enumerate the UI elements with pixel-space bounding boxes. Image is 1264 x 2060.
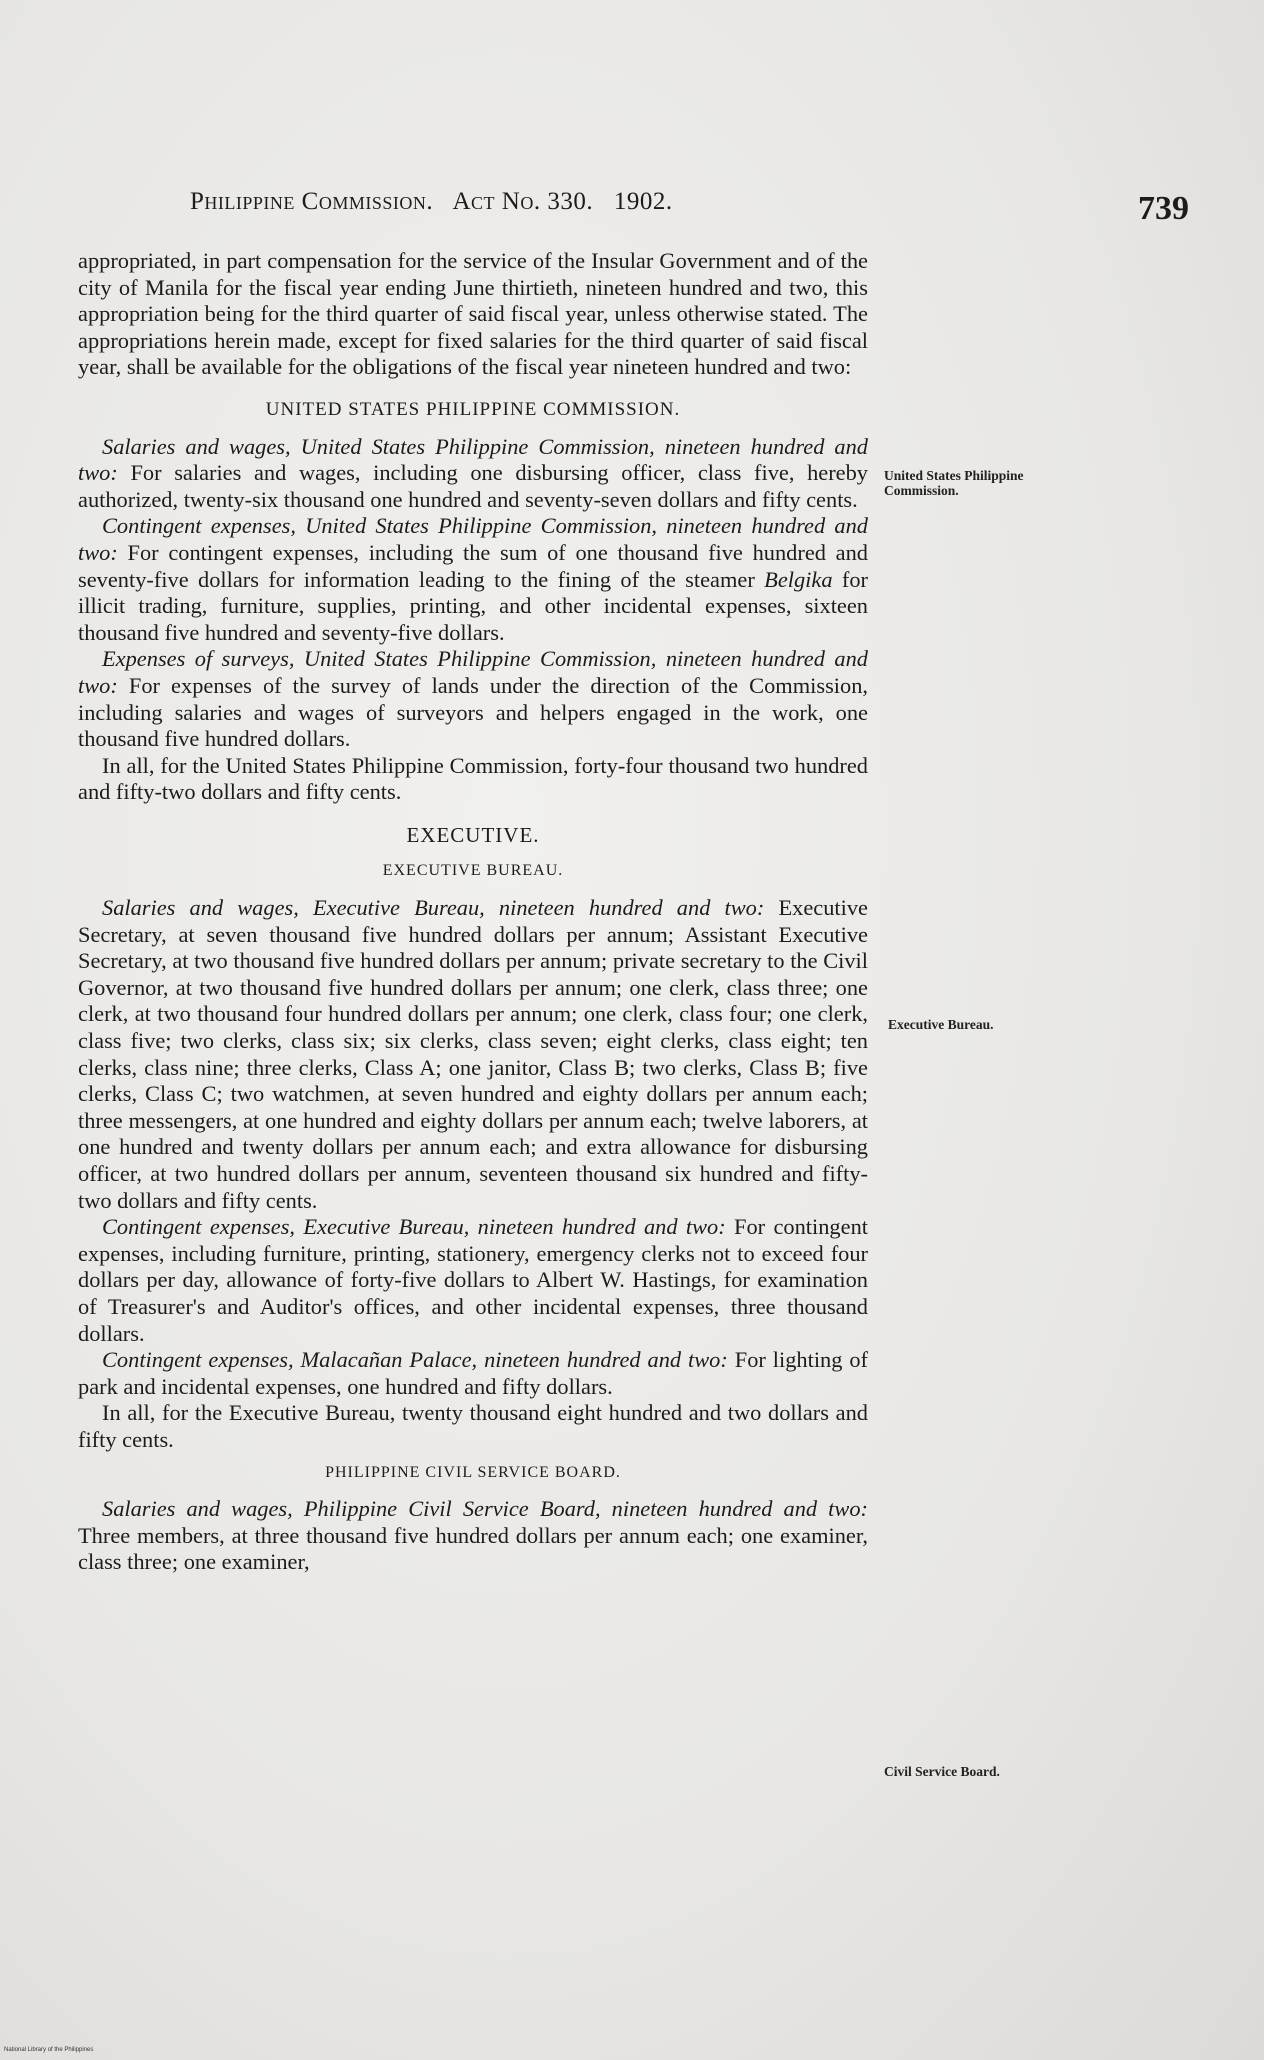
- page-number: 739: [1138, 190, 1189, 227]
- margin-note-civil-service-board: Civil Service Board.: [884, 1764, 1000, 1779]
- lead-phrase: Expenses of surveys, United States Philippine Commission, nineteen hundred and two:: [78, 646, 868, 698]
- running-header: [190, 188, 890, 216]
- section-heading-csb: PHILIPPINE CIVIL SERVICE BOARD.: [325, 1463, 621, 1481]
- scan-footer: National Library of the Philippines: [4, 2047, 94, 2053]
- lead-phrase: Salaries and wages, United States Philippine Commission, nineteen hundred and two:: [78, 433, 868, 486]
- lead-phrase: Contingent expenses, Executive Bureau, nineteen hundred and two:: [102, 1214, 726, 1240]
- header-title: Philippine Commission.: [190, 188, 434, 215]
- margin-note-usc: United States Philippine Commission.: [884, 468, 1024, 498]
- paragraph-palace: Contingent expenses, Malacañan Palace, nineteen hundred and two: For lighting of park and incidental expenses, one hundred and fifty dollars.: [78, 1347, 868, 1399]
- section-heading-usc: UNITED STATES PHILIPPINE COMMISSION.: [265, 398, 681, 420]
- paragraph-usc-total: In all, for the United States Philippine Commission, forty-four thousand two hundred and fifty-two dollars and fifty cents.: [78, 752, 868, 805]
- paragraph-usc-surveys: Expenses of surveys, United States Philippine Commission, nineteen hundred and two: For expenses of the survey of lands under the direction of the Commission, including salaries and wages of surveyors and helpers engaged in the work, one thousand five hundred dollars.: [78, 646, 868, 752]
- paragraph-exec-salaries: Salaries and wages, Executive Bureau, nineteen hundred and two: Executive Secretary, at seven thousand five hundred dollars per annum; Assistant Executive Secretary, at two thousand five hundred dollars per annum; private secretary to the Civil Governor, at two thousand five hundred dollars per annum; one clerk, class three; one clerk, at two thousand four hundred dollars per annum; one clerk, class four; one clerk, class five; two clerks, class six; six clerks, class seven; eight clerks, class eight; ten clerks, class nine; three clerks, Class A; one janitor, Class B; two clerks, Class B; five clerks, Class C; two watchmen, at seven hundred and eighty dollars per annum each; three messengers, at one hundred and eighty dollars per annum each; twelve laborers, at one hundred and twenty dollars per annum each; and extra allowance for disbursing officer, at two hundred dollars per annum, seventeen thousand six hundred and fifty-two dollars and fifty cents.: [78, 895, 868, 1213]
- lead-phrase: Contingent expenses, Malacañan Palace, nineteen hundred and two:: [102, 1347, 728, 1373]
- paragraph-csb-salaries: Salaries and wages, Philippine Civil Service Board, nineteen hundred and two: Three members, at three thousand five hundred dollars per annum each; one examiner, class three; one examiner,: [78, 1496, 868, 1575]
- paragraph-usc-salaries: Salaries and wages, United States Philippine Commission, nineteen hundred and two: For salaries and wages, including one disbursing officer, class five, hereby authorized, twenty-six thousand one hundred and seventy-seven dollars and fifty cents.: [78, 433, 868, 512]
- paragraph-exec-total: In all, for the Executive Bureau, twenty thousand eight hundred and two dollars and fifty cents.: [78, 1400, 868, 1452]
- lead-phrase: Salaries and wages, Philippine Civil Service Board, nineteen hundred and two:: [102, 1496, 868, 1522]
- margin-note-executive-bureau: Executive Bureau.: [888, 1017, 994, 1032]
- section-heading-executive-bureau: EXECUTIVE BUREAU.: [382, 862, 564, 880]
- lead-phrase: Contingent expenses, United States Philippine Commission, nineteen hundred and two:: [78, 513, 868, 565]
- paragraph-exec-contingent: Contingent expenses, Executive Bureau, nineteen hundred and two: For contingent expenses, including furniture, printing, stationery, emergency clerks not to exceed four dollars per day, allowance of forty-five dollars to Albert W. Hastings, for examination of Treasurer's and Auditor's offices, and other incidental expenses, three thousand dollars.: [78, 1214, 868, 1346]
- paragraph-usc-contingent: Contingent expenses, United States Philippine Commission, nineteen hundred and two: For contingent expenses, including the sum of one thousand five hundred and seventy-five dollars for information leading to the fining of the steamer Belgika for illicit trading, furniture, supplies, printing, and other incidental expenses, sixteen thousand five hundred and seventy-five dollars.: [78, 513, 868, 645]
- ship-name: Belgika: [764, 566, 833, 592]
- header-year: 1902.: [613, 188, 673, 215]
- header-act: Act No. 330.: [452, 188, 594, 215]
- lead-phrase: Salaries and wages, Executive Bureau, nineteen hundred and two:: [102, 895, 765, 921]
- section-heading-executive: EXECUTIVE.: [406, 822, 540, 847]
- intro-paragraph: appropriated, in part compensation for the service of the Insular Government and of the city of Manila for the fiscal year ending June thirtieth, nineteen hundred and two, this appropriation being for the third quarter of said fiscal year, unless otherwise stated. The appropriations herein made, except for fixed salaries for the third quarter of said fiscal year, shall be available for the obligations of the fiscal year nineteen hundred and two:: [78, 248, 868, 380]
- body-text: [78, 248, 868, 1576]
